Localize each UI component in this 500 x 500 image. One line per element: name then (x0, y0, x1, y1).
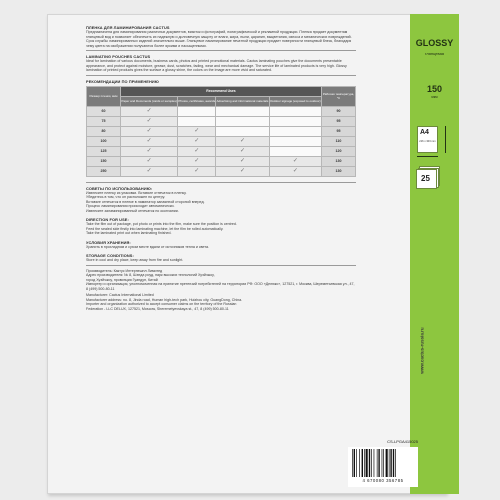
storage-en-body: Store in cool and dry place, keep away from fire and sunlight. (86, 258, 184, 262)
barcode-bar (374, 449, 375, 477)
checkmark-icon: ✓ (146, 168, 152, 174)
divider (86, 50, 356, 51)
row-size: 100 (87, 136, 121, 146)
storage-ru-title: УСЛОВИЯ ХРАНЕНИЯ: (86, 239, 131, 245)
barcode-bar (390, 449, 391, 477)
col-header-recommended: Recommend Uses (121, 86, 322, 96)
barcode-bar (366, 449, 368, 477)
checkmark-icon: ✓ (194, 168, 200, 174)
check-cell (216, 166, 269, 176)
sheet-count: 25 (421, 174, 430, 183)
empty-cell (269, 126, 321, 136)
check-cell (121, 126, 178, 136)
row-temperature: 110 (322, 136, 356, 146)
usage-ru-line: Извлеките заламинированный отпечаток по окончании. (86, 208, 179, 213)
barcode-number: 4 670080 356785 (362, 478, 404, 483)
checkmark-icon: ✓ (239, 158, 245, 164)
checkmark-icon: ✓ (194, 138, 200, 144)
content-column (86, 25, 356, 311)
checkmark-icon: ✓ (194, 158, 200, 164)
barcode-bar (352, 449, 353, 477)
checkmark-icon: ✓ (239, 148, 245, 154)
barcode-bar (354, 449, 355, 477)
empty-cell (216, 116, 269, 126)
height-arrow-icon (445, 126, 446, 153)
check-cell (121, 146, 178, 156)
check-cell (178, 156, 216, 166)
divider (86, 265, 356, 266)
checkmark-icon: ✓ (194, 148, 200, 154)
manufacturer-en-line: Manufacturer address: no. 8, Jinda road, Human high-tech park, Huizhou city, GuangDong, China. (86, 297, 243, 302)
thickness-value: 150 (426, 84, 443, 94)
ru-description-title: ПЛЕНКА ДЛЯ ЛАМИНИРОВАНИЯ CACTUS (86, 25, 170, 30)
checkmark-icon: ✓ (146, 128, 152, 134)
manufacturer-ru-line: Адрес производителя: № 8, Шэнда роуд, парк высоких технологий Хуэйчжоу, (86, 273, 215, 277)
check-cell (178, 136, 216, 146)
format-dimensions: 216 x 303 mm (419, 140, 436, 143)
manufacturer-ru-line: Производитель: Кактус Интернешнл Лимитед (86, 268, 163, 273)
barcode-bar (389, 449, 390, 477)
usage-en-line: Take the laminated print out when laminating finished. (86, 231, 172, 235)
checkmark-icon: ✓ (292, 158, 298, 164)
usage-ru-line: Убедитесь в том, что он расположен по центру. (86, 195, 166, 199)
checkmark-icon: ✓ (239, 138, 245, 144)
website-url: www.cactus-russia.ru (419, 327, 425, 374)
divider (86, 75, 356, 76)
barcode-bar (377, 449, 378, 477)
check-cell (121, 106, 178, 116)
barcode-bar (395, 449, 396, 477)
manufacturer-en-line: Importer and organization authorized to accept consumer claims on the territory of the Russian (86, 302, 237, 306)
check-cell (121, 166, 178, 176)
check-cell (178, 146, 216, 156)
row-size: 250 (87, 166, 121, 176)
empty-cell (178, 116, 216, 126)
empty-cell (216, 106, 269, 116)
checkmark-icon: ✓ (146, 158, 152, 164)
check-cell (269, 156, 321, 166)
barcode-bar (371, 449, 372, 477)
table-body (87, 106, 356, 176)
check-cell (216, 146, 269, 156)
col-header-use: Paper and Documents (cards or samples) (121, 96, 178, 106)
width-arrow-icon (417, 156, 438, 157)
checkmark-icon: ✓ (146, 118, 152, 124)
manufacturer-en-line: Manufacturer: Cactus International Limited (86, 293, 154, 297)
finish-subtitle: глянцевая (424, 51, 445, 56)
checkmark-icon: ✓ (239, 168, 245, 174)
storage-en-title: STORAGE CONDITIONS: (86, 253, 134, 258)
barcode-bar (383, 449, 384, 477)
row-size: 75 (87, 116, 121, 126)
col-header-use: Outdoor signage (exposed to outdoor) (269, 96, 321, 106)
storage-ru-body: Хранить в прохладном и сухом месте вдали от источников тепла и света. (86, 244, 209, 249)
row-size: 60 (87, 106, 121, 116)
check-cell (121, 116, 178, 126)
en-description-title: LAMINATING POUCHES CACTUS (86, 54, 151, 59)
check-cell (121, 156, 178, 166)
en-description-body: Ideal for lamination of various documents, business cards, photos and printed promotional materials. Cactus laminating pouches give the documents presentable appearance, and protect against moisture, grease, dust, scratches, fading, wear and mechanical damage. The service life of laminated products is very high. Glossy lamination of printed products gives the surface a glossy shine, the colors on the image are more vivid and saturated. (86, 59, 347, 72)
finish-title: GLOSSY (415, 38, 454, 48)
barcode-bar (362, 449, 363, 477)
green-side-panel (410, 14, 459, 494)
table-row (87, 136, 356, 146)
usage-en-line: Feed the sealed side firstly into laminating machine, let the film be rolled automatically. (86, 226, 224, 231)
check-cell (216, 156, 269, 166)
row-size: 80 (87, 126, 121, 136)
row-temperature: 130 (322, 166, 356, 176)
manufacturer-ru-line: Импортер и организация, уполномоченная на принятие претензий потребителей на территории РФ: ООО «Делюкс», 127521, г. Москва, Шереметьевская ул., 47, 8 (499) 500-80-11 (86, 282, 355, 291)
barcode-bar (393, 449, 394, 477)
manufacturer-ru-line: город Хуэйчжоу, провинция Гуандун, Китай (86, 277, 158, 282)
barcode-bar (369, 449, 370, 477)
ru-description-body: Предназначена для ламинирования различных документов, визиток и фотографий, полиграфической и рекламной продукции. Пленка придает документам глянцевый вид и позволяет обеспечить их надежную и долговечную защиту от влаги, жира, пыли, царапин, выцветания, износа и механических повреждений. Срок службы ламинированных изделий значительно выше. Глянцевое ламинирование печатной продукции придает поверхности глянцевый блеск, благодаря чему цвета на изображении получаются более яркими и насыщенными. (86, 30, 352, 48)
barcode (348, 439, 418, 487)
format-label: A4 (420, 129, 429, 136)
check-cell (216, 136, 269, 146)
row-temperature: 120 (322, 146, 356, 156)
barcode-bar (356, 449, 357, 477)
barcode-bar (386, 449, 388, 477)
thickness-unit: мкм (431, 95, 438, 99)
table-row (87, 126, 356, 136)
row-temperature: 95 (322, 126, 356, 136)
recommendations-title: РЕКОМЕНДАЦИИ ПО ПРИМЕНЕНИЮ (86, 78, 159, 84)
col-header-use: Photos, certificates, awards (178, 96, 216, 106)
usage-ru-line: Процесс ламинирования происходит автоматически. (86, 204, 175, 208)
row-temperature: 130 (322, 156, 356, 166)
sheet-stack-icon (416, 166, 440, 189)
check-cell (178, 126, 216, 136)
table-row (87, 156, 356, 166)
checkmark-icon: ✓ (194, 128, 200, 134)
empty-cell (178, 106, 216, 116)
barcode-bar (378, 449, 379, 477)
empty-cell (269, 116, 321, 126)
sku-code: CS-LPGA415025 (387, 439, 418, 444)
barcode-bars-icon (352, 449, 414, 477)
table-row (87, 166, 356, 176)
manufacturer-en-line: Federation - LLC DELUX, 127521, Moscow, Sheremetyevskaya st., 47, 8 (499) 500-80-11 (86, 306, 229, 311)
table-row (87, 106, 356, 116)
row-size: 125 (87, 146, 121, 156)
usage-ru-line: Извлеките пленку из упаковки. Вставьте отпечаток в пленку. (86, 190, 187, 195)
check-cell (121, 136, 178, 146)
checkmark-icon: ✓ (146, 108, 152, 114)
col-header-use: Advertising and informational materials (216, 96, 269, 106)
empty-cell (269, 106, 321, 116)
format-icon (417, 126, 438, 153)
checkmark-icon: ✓ (292, 168, 298, 174)
table-row (87, 116, 356, 126)
recommendations-table (86, 86, 356, 177)
row-temperature: 90 (322, 106, 356, 116)
barcode-bar (364, 449, 365, 477)
barcode-bar (359, 449, 360, 477)
col-header-size: Размер пленки, мкм (87, 86, 121, 106)
empty-cell (269, 146, 321, 156)
col-header-temperature: Рабочая температура, °C (322, 86, 356, 106)
usage-en-title: DIRECTION FOR USE: (86, 217, 129, 222)
barcode-bar (382, 449, 383, 477)
empty-cell (269, 136, 321, 146)
row-size: 150 (87, 156, 121, 166)
divider (86, 182, 356, 183)
usage-en-line: Take the film out of package, put photo or prints into the film, make sure the position is centred. (86, 222, 237, 226)
empty-cell (216, 126, 269, 136)
check-cell (269, 166, 321, 176)
checkmark-icon: ✓ (146, 148, 152, 154)
checkmark-icon: ✓ (146, 138, 152, 144)
check-cell (178, 166, 216, 176)
usage-ru-line: Вставьте отпечаток в пленке в ламинатор запаянной стороной вперед. (86, 199, 205, 204)
table-row (87, 146, 356, 156)
row-temperature: 95 (322, 116, 356, 126)
usage-ru-title: СОВЕТЫ ПО ИСПОЛЬЗОВАНИЮ: (86, 185, 153, 191)
